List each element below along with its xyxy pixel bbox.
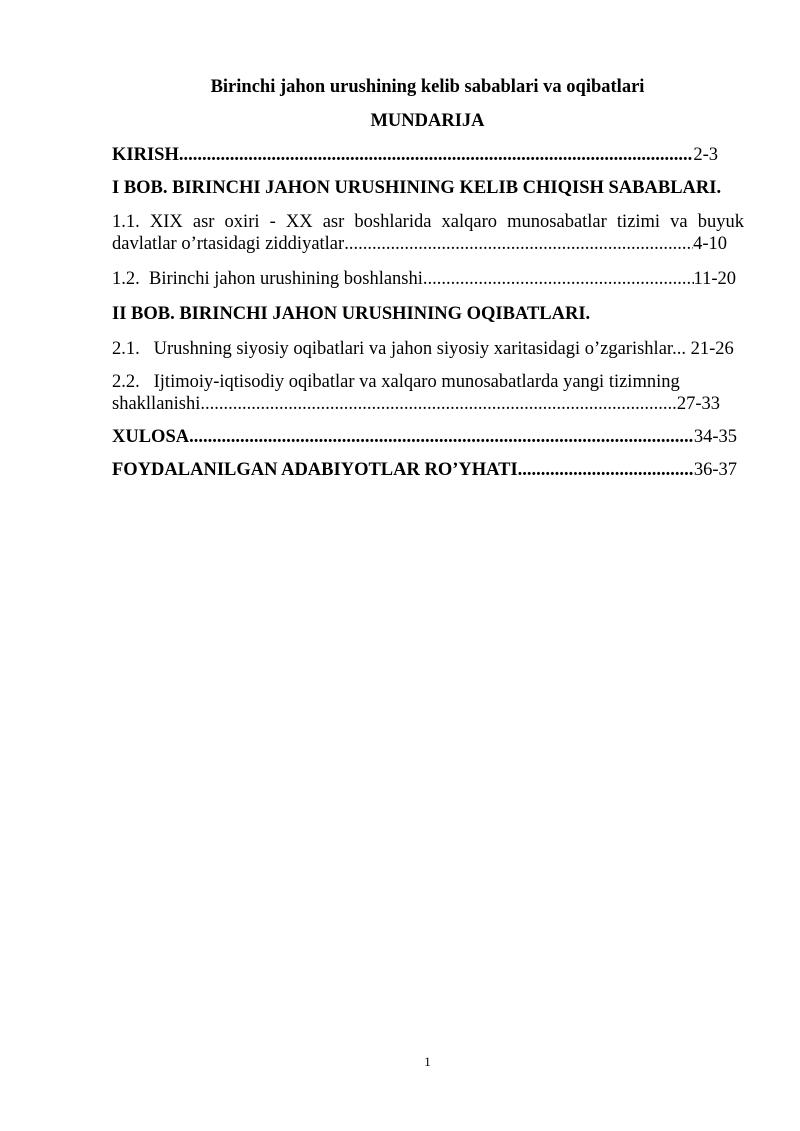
toc-entry-pages: 21-26 <box>690 339 734 359</box>
toc-entry-pages: 34-35 <box>693 427 737 447</box>
dot-leader <box>179 144 694 166</box>
toc-section-2-2[interactable] <box>112 371 680 393</box>
page-number: 1 <box>424 1054 431 1069</box>
toc-section-2-1[interactable] <box>112 338 734 360</box>
toc-section-text: davlatlar o’rtasidagi ziddiyatlar <box>112 234 345 254</box>
toc-section-text: Ijtimoiy-iqtisodiy oqibatlar va xalqaro munosabatlarda yangi tizimning <box>153 372 680 392</box>
toc-section-text: Urushning siyosiy oqibatlari va jahon siyosiy xaritasidagi o’zgarishlar <box>153 339 673 359</box>
dot-leader <box>518 459 694 481</box>
toc-section-1-1-continued[interactable] <box>112 233 727 255</box>
toc-section-2-2-continued[interactable] <box>112 393 720 415</box>
toc-section-first-line <box>112 211 744 233</box>
toc-chapter-label: II BOB. BIRINCHI JAHON URUSHINING OQIBATLARI. <box>112 304 591 324</box>
toc-entry-label: XULOSA <box>112 427 190 447</box>
toc-section-1-2[interactable] <box>112 268 736 290</box>
toc-entry-pages: 36-37 <box>693 460 737 480</box>
toc-chapter-1[interactable] <box>112 177 721 199</box>
toc-entry-label: KIRISH <box>112 145 179 165</box>
dot-leader <box>344 233 693 255</box>
toc-entry-intro[interactable] <box>112 144 718 166</box>
toc-section-1-1[interactable] <box>112 211 744 233</box>
toc-section-text: shakllanishi <box>112 394 201 414</box>
toc-entry-references[interactable] <box>112 459 737 481</box>
toc-heading: MUNDARIJA <box>370 111 485 131</box>
toc-section-number: 1.2. <box>112 269 140 289</box>
toc-chapter-2[interactable] <box>112 303 590 325</box>
toc-chapter-label: I BOB. BIRINCHI JAHON URUSHINING KELIB CHIQISH SABABLARI. <box>112 178 722 198</box>
toc-entry-pages: 11-20 <box>693 269 736 289</box>
dot-leader <box>200 393 676 415</box>
toc-entry-label: FOYDALANILGAN ADABIYOTLAR RO’YHATI <box>112 460 518 480</box>
toc-section-number: 2.1. <box>112 339 140 359</box>
toc-entry-pages: 4-10 <box>693 234 727 254</box>
toc-entry-pages: 2-3 <box>693 145 718 165</box>
dot-leader <box>423 268 694 290</box>
toc-section-number: 2.2. <box>112 372 140 392</box>
toc-entry-conclusion[interactable] <box>112 426 737 448</box>
toc-entry-pages: 27-33 <box>676 394 720 414</box>
dot-leader <box>189 426 694 448</box>
toc-section-number: 1.1. <box>112 212 140 232</box>
document-title: Birinchi jahon urushining kelib sabablari va oqibatlari <box>210 77 645 97</box>
toc-section-text: Birinchi jahon urushining boshlanshi <box>149 269 423 289</box>
toc-section-text: XIX asr oxiri - XX asr boshlarida xalqaro munosabatlar tizimi va buyuk <box>149 212 745 232</box>
dot-leader: ... <box>672 339 686 359</box>
